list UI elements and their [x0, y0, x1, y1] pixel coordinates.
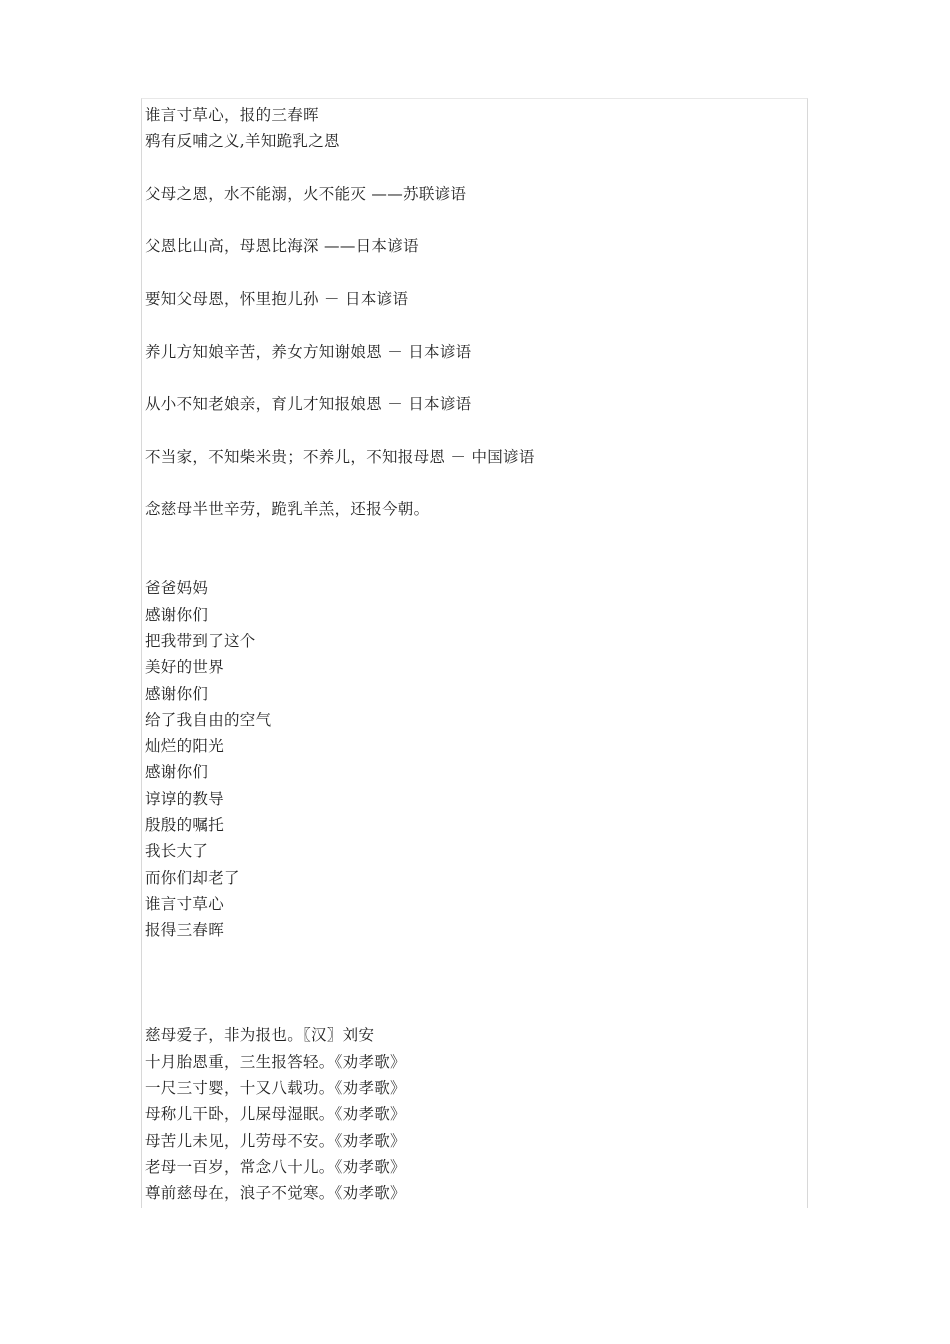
- quote-line: 老母一百岁，常念八十儿。《劝孝歌》: [145, 1157, 406, 1176]
- poem-line: 灿烂的阳光: [145, 737, 225, 756]
- text-line: 谁言寸草心，报的三春晖: [145, 106, 319, 124]
- spacer: [145, 365, 785, 391]
- spacer: [145, 996, 785, 1022]
- spacer: [145, 470, 785, 496]
- proverb-line: 养儿方知娘辛苦，养女方知谢娘恩 － 日本谚语: [145, 342, 472, 361]
- poem-line: 把我带到了这个: [145, 631, 256, 650]
- quote-line: 尊前慈母在，浪子不觉寒。《劝孝歌》: [145, 1184, 406, 1203]
- proverb-line: 念慈母半世辛劳，跪乳羊羔，还报今朝。: [145, 500, 430, 519]
- quote-line: 慈母爱子，非为报也。〖汉〗刘安: [145, 1026, 375, 1045]
- poem-line: 美好的世界: [145, 658, 225, 677]
- quote-line: 母苦儿未见，儿劳母不安。《劝孝歌》: [145, 1131, 406, 1150]
- spacer: [145, 523, 785, 549]
- quote-list: [145, 1022, 785, 1206]
- proverb-line: 从小不知老娘亲，育儿才知报娘恩 － 日本谚语: [145, 395, 472, 414]
- proverb-list: [145, 181, 785, 523]
- poem-line: 感谢你们: [145, 605, 209, 624]
- poem-line: 爸爸妈妈: [145, 579, 209, 598]
- text-line: 鸦有反哺之义,羊知跪乳之恩: [145, 132, 340, 151]
- spacer: [145, 155, 785, 181]
- quote-line: 一尺三寸婴，十又八载功。《劝孝歌》: [145, 1078, 406, 1097]
- poem: [145, 575, 785, 943]
- spacer: [145, 207, 785, 233]
- poem-line: 殷殷的嘱托: [145, 816, 225, 835]
- poem-line: 报得三春晖: [145, 921, 225, 940]
- spacer: [145, 312, 785, 338]
- spacer: [145, 549, 785, 575]
- spacer: [145, 970, 785, 996]
- quote-line: 十月胎恩重，三生报答轻。《劝孝歌》: [145, 1052, 406, 1071]
- document-body: [145, 102, 785, 1206]
- quote-line: 母称儿干卧，儿屎母湿眠。《劝孝歌》: [145, 1105, 406, 1124]
- poem-line: 感谢你们: [145, 684, 209, 703]
- proverb-line: 父恩比山高，母恩比海深 ——日本谚语: [145, 237, 419, 256]
- proverb-line: 要知父母恩，怀里抱儿孙 － 日本谚语: [145, 290, 409, 309]
- proverb-line: 不当家，不知柴米贵；不养儿，不知报母恩 － 中国谚语: [145, 447, 535, 466]
- poem-line: 我长大了: [145, 842, 209, 861]
- spacer: [145, 944, 785, 970]
- proverb-line: 父母之恩，水不能溺，火不能灭 ——苏联谚语: [145, 184, 467, 203]
- poem-line: 感谢你们: [145, 763, 209, 782]
- poem-line: 给了我自由的空气: [145, 710, 272, 729]
- opening-lines: [145, 102, 785, 155]
- poem-line: 谆谆的教导: [145, 789, 225, 808]
- spacer: [145, 418, 785, 444]
- spacer: [145, 260, 785, 286]
- poem-line: 而你们却老了: [145, 868, 240, 887]
- poem-line: 谁言寸草心: [145, 894, 225, 913]
